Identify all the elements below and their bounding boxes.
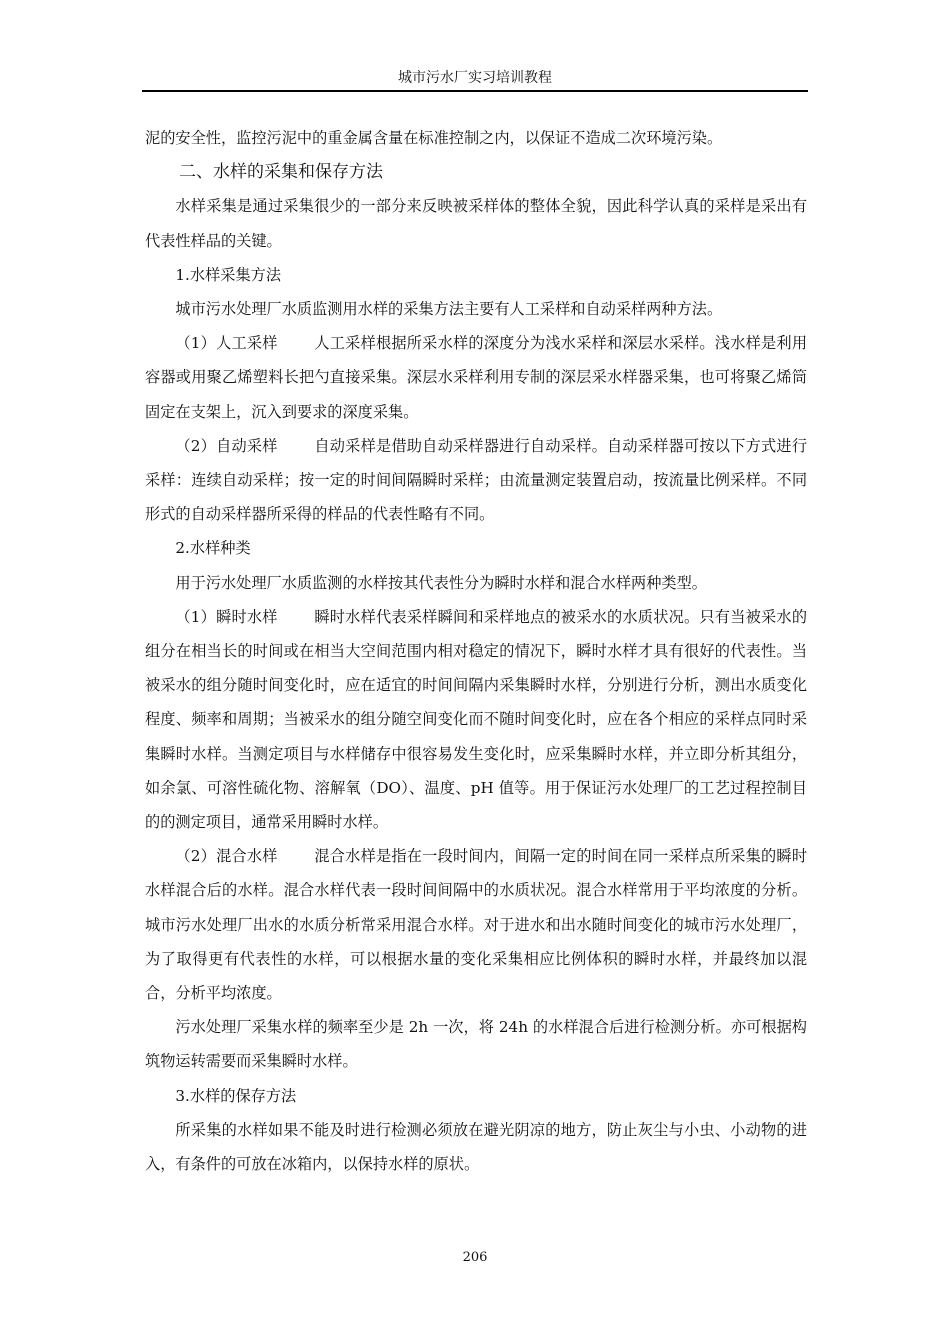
grab-sample-label: （1）瞬时水样 <box>175 607 278 626</box>
manual-sampling-text: 人工采样根据所采水样的深度分为浅水采样和深层水采样。浅水样是利用容器或用聚乙烯塑料长把勺直接采集。深层水采样利用专制的深层采水样器采集，也可将聚乙烯筒固定在支架上，沉入到要求的深度采集。 <box>145 334 808 421</box>
grab-sample-text: 瞬时水样代表采样瞬间和采样地点的被采水的水质状况。只有当被采水的组分在相当长的时间或在相当大空间范围内相对稳定的情况下，瞬时水样才具有很好的代表性。当被采水的组分随时间变化时，应在适宜的时间间隔内采集瞬时水样，分别进行分析，测出水质变化程度、频率和周期；当被采水的组分随空间变化而不随时间变化时，应在各个相应的采样点同时采集瞬时水样。当测定项目与水样储存中很容易发生变化时，应采集瞬时水样，并立即分析其组分，如余氯、可溶性硫化物、溶解氧（DO）、温度、pH 值等。用于保证污水处理厂的工艺过程控制目的的测定项目，通常采用瞬时水样。 <box>145 607 808 832</box>
paragraph-sampling-frequency: 污水处理厂采集水样的频率至少是 2h 一次，将 24h 的水样混合后进行检测分析。亦可根据构筑物运转需要而采集瞬时水样。 <box>145 1018 807 1071</box>
subheading-sample-types: 2.水样种类 <box>175 539 251 558</box>
composite-sample-text: 混合水样是指在一段时间内，间隔一定的时间在同一采样点所采集的瞬时水样混合后的水样。混合水样代表一段时间间隔中的水质状况。混合水样常用于平均浓度的分析。城市污水处理厂出水的水质分析常采用混合水样。对于进水和出水随时间变化的城市污水处理厂，为了取得更有代表性的水样，可以根据水量的变化采集相应比例体积的瞬时水样，并最终加以混合，分析平均浓度。 <box>145 847 808 1003</box>
paragraph-composite-sample <box>145 839 807 1010</box>
header-rule <box>142 90 808 92</box>
subheading-preservation: 3.水样的保存方法 <box>175 1086 297 1105</box>
auto-sampling-label: （2）自动采样 <box>175 436 278 455</box>
running-header: 城市污水厂实习培训教程 <box>398 70 552 86</box>
composite-sample-label: （2）混合水样 <box>175 847 278 866</box>
paragraph-manual-sampling <box>145 326 807 429</box>
paragraph-intro: 水样采集是通过采集很少的一部分来反映被采样体的整体全貌，因此科学认真的采样是采出有代表性样品的关键。 <box>145 197 807 250</box>
body-text <box>145 121 807 1181</box>
paragraph-continued: 泥的安全性，监控污泥中的重金属含量在标准控制之内，以保证不造成二次环境污染。 <box>145 129 723 147</box>
paragraph-preservation: 所采集的水样如果不能及时进行检测必须放在避光阴凉的地方，防止灰尘与小虫、小动物的进入，有条件的可放在冰箱内，以保持水样的原状。 <box>145 1120 807 1174</box>
paragraph-sample-types: 用于污水处理厂水质监测的水样按其代表性分为瞬时水样和混合水样两种类型。 <box>175 573 707 592</box>
subheading-sampling-methods: 1.水样采集方法 <box>175 265 282 284</box>
auto-sampling-text: 自动采样是借助自动采样器进行自动采样。自动采样器可按以下方式进行采样：连续自动采样；按一定的时间间隔瞬时采样；由流量测定装置启动，按流量比例采样。不同形式的自动采样器所采得的样品的代表性略有不同。 <box>145 436 808 524</box>
section-heading: 二、水样的采集和保存方法 <box>179 162 383 183</box>
page-number: 206 <box>462 1250 488 1265</box>
manual-sampling-label: （1）人工采样 <box>175 334 278 353</box>
paragraph-sampling-methods: 城市污水处理厂水质监测用水样的采集方法主要有人工采样和自动采样两种方法。 <box>175 300 723 319</box>
paragraph-grab-sample <box>145 600 807 839</box>
paragraph-auto-sampling <box>145 429 807 532</box>
